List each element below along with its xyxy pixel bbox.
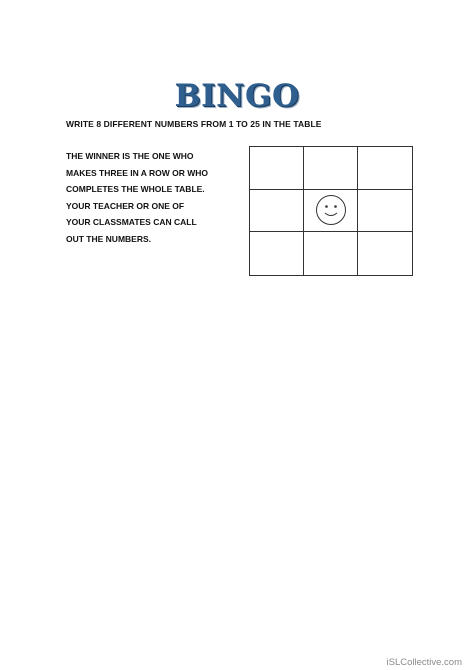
bingo-cell[interactable] bbox=[358, 147, 412, 190]
rules-line: THE WINNER IS THE ONE WHO bbox=[66, 151, 194, 161]
rules-line: MAKES THREE IN A ROW OR WHO bbox=[66, 167, 208, 178]
bingo-cell[interactable] bbox=[358, 232, 412, 275]
bingo-cell[interactable] bbox=[250, 232, 304, 275]
bingo-cell[interactable] bbox=[358, 190, 412, 233]
rules-text-block bbox=[66, 148, 241, 247]
bingo-cell[interactable] bbox=[250, 190, 304, 233]
smiley-face-icon bbox=[315, 194, 347, 226]
bingo-cell[interactable] bbox=[250, 147, 304, 190]
instruction-text: WRITE 8 DIFFERENT NUMBERS FROM 1 TO 25 IN THE TABLE bbox=[66, 119, 322, 129]
bingo-grid bbox=[249, 146, 413, 276]
bingo-cell[interactable] bbox=[304, 232, 358, 275]
rules-line: OUT THE NUMBERS. bbox=[66, 233, 151, 244]
rules-line: YOUR CLASSMATES CAN CALL bbox=[66, 217, 197, 227]
site-watermark: iSLCollective.com bbox=[386, 657, 462, 668]
bingo-center-cell bbox=[304, 190, 358, 233]
rules-line: YOUR TEACHER OR ONE OF bbox=[66, 200, 185, 211]
bingo-cell[interactable] bbox=[304, 147, 358, 190]
rules-line: COMPLETES THE WHOLE TABLE. bbox=[66, 184, 205, 194]
worksheet-title: BINGO bbox=[174, 78, 300, 114]
